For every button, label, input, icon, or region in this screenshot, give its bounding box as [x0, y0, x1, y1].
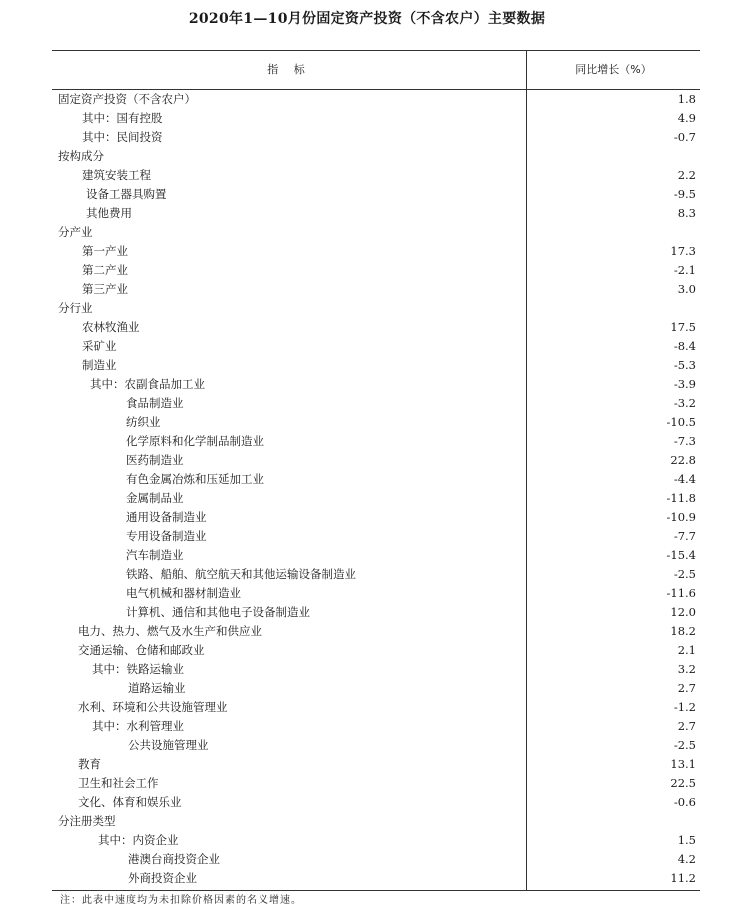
row-label: 农林牧渔业 — [82, 320, 140, 334]
row-value: 18.2 — [670, 624, 696, 638]
data-table — [52, 50, 700, 891]
row-value: -2.1 — [673, 263, 696, 277]
table-body — [52, 90, 700, 888]
table-row — [52, 280, 700, 299]
row-label: 设备工器具购置 — [86, 187, 167, 201]
table-row — [52, 299, 700, 318]
row-label: 第一产业 — [82, 244, 128, 258]
row-value: 17.5 — [670, 320, 696, 334]
table-row — [52, 546, 700, 565]
row-label: 电气机械和器材制造业 — [126, 586, 241, 600]
row-value: 4.9 — [677, 111, 696, 125]
table-row — [52, 413, 700, 432]
table-row — [52, 109, 700, 128]
table-row — [52, 261, 700, 280]
row-label: 采矿业 — [82, 339, 117, 353]
table-row — [52, 679, 700, 698]
table-row — [52, 242, 700, 261]
table-row — [52, 850, 700, 869]
row-value: -11.6 — [666, 586, 696, 600]
table-row — [52, 394, 700, 413]
table-row — [52, 755, 700, 774]
table-row — [52, 166, 700, 185]
table-row — [52, 337, 700, 356]
row-label: 其中：内资企业 — [98, 833, 179, 847]
row-label: 汽车制造业 — [126, 548, 184, 562]
table-row — [52, 660, 700, 679]
table-row — [52, 622, 700, 641]
row-label: 专用设备制造业 — [126, 529, 207, 543]
row-label: 第二产业 — [82, 263, 128, 277]
row-value: 1.5 — [677, 833, 696, 847]
table-row — [52, 90, 700, 109]
row-label: 分产业 — [58, 225, 93, 239]
row-label: 其中：铁路运输业 — [92, 662, 184, 676]
table-row — [52, 736, 700, 755]
row-value: -3.9 — [673, 377, 696, 391]
table-row — [52, 375, 700, 394]
table-row — [52, 698, 700, 717]
table-row — [52, 204, 700, 223]
row-value: -3.2 — [673, 396, 696, 410]
row-label: 制造业 — [82, 358, 117, 372]
row-value: -10.5 — [666, 415, 696, 429]
row-label: 按构成分 — [58, 149, 104, 163]
row-label: 化学原料和化学制品制造业 — [126, 434, 264, 448]
table-row — [52, 508, 700, 527]
row-label: 文化、体育和娱乐业 — [78, 795, 182, 809]
table-row — [52, 584, 700, 603]
row-value: 8.3 — [677, 206, 696, 220]
footnote: 注：此表中速度均为未扣除价格因素的名义增速。 — [60, 895, 302, 906]
row-value: -1.2 — [673, 700, 696, 714]
table-row — [52, 812, 700, 831]
table-row — [52, 147, 700, 166]
row-label: 建筑安装工程 — [82, 168, 151, 182]
row-label: 铁路、船舶、航空航天和其他运输设备制造业 — [126, 567, 356, 581]
row-label: 分行业 — [58, 301, 93, 315]
row-value: -0.6 — [673, 795, 696, 809]
row-label: 食品制造业 — [126, 396, 184, 410]
table-row — [52, 869, 700, 888]
table-row — [52, 451, 700, 470]
row-value: 3.0 — [677, 282, 696, 296]
row-label: 纺织业 — [126, 415, 161, 429]
table-row — [52, 565, 700, 584]
table-row — [52, 470, 700, 489]
row-label: 外商投资企业 — [128, 871, 197, 885]
row-label: 其中：国有控股 — [82, 111, 163, 125]
row-value: 2.2 — [677, 168, 696, 182]
row-label: 医药制造业 — [126, 453, 184, 467]
table-row — [52, 318, 700, 337]
row-value: -9.5 — [673, 187, 696, 201]
row-value: 2.1 — [677, 643, 696, 657]
indicator-header: 指 标 — [267, 63, 311, 76]
row-label: 分注册类型 — [58, 814, 116, 828]
row-value: -0.7 — [673, 130, 696, 144]
row-value: 17.3 — [670, 244, 696, 258]
row-label: 通用设备制造业 — [126, 510, 207, 524]
table-row — [52, 603, 700, 622]
page-title: 2020年1—10月份固定资产投资（不含农户）主要数据 — [188, 11, 546, 27]
table-row — [52, 356, 700, 375]
row-label: 其中：农副食品加工业 — [90, 377, 205, 391]
growth-header: 同比增长（%） — [575, 63, 652, 76]
row-value: 22.5 — [670, 776, 696, 790]
row-value: -8.4 — [673, 339, 696, 353]
table-row — [52, 774, 700, 793]
table-row — [52, 717, 700, 736]
row-label: 有色金属冶炼和压延加工业 — [126, 472, 264, 486]
table-header — [52, 51, 700, 90]
row-label: 其中：水利管理业 — [92, 719, 184, 733]
row-value: 4.2 — [677, 852, 696, 866]
row-value: -7.7 — [673, 529, 696, 543]
row-value: -2.5 — [673, 738, 696, 752]
row-label: 水利、环境和公共设施管理业 — [78, 700, 228, 714]
row-label: 计算机、通信和其他电子设备制造业 — [126, 605, 310, 619]
row-label: 交通运输、仓储和邮政业 — [78, 643, 205, 657]
row-label: 固定资产投资（不含农户） — [58, 92, 196, 106]
table-row — [52, 185, 700, 204]
row-label: 电力、热力、燃气及水生产和供应业 — [78, 624, 262, 638]
table-row — [52, 527, 700, 546]
table-row — [52, 223, 700, 242]
table-row — [52, 831, 700, 850]
row-value: -10.9 — [666, 510, 696, 524]
table-row — [52, 793, 700, 812]
row-value: -5.3 — [673, 358, 696, 372]
row-label: 教育 — [78, 757, 101, 771]
row-label: 卫生和社会工作 — [78, 776, 159, 790]
row-value: 13.1 — [670, 757, 696, 771]
row-label: 道路运输业 — [128, 681, 186, 695]
row-value: 11.2 — [670, 871, 696, 885]
row-label: 其他费用 — [86, 206, 132, 220]
row-label: 金属制品业 — [126, 491, 184, 505]
table-row — [52, 489, 700, 508]
table-row — [52, 128, 700, 147]
row-value: 22.8 — [670, 453, 696, 467]
row-value: -4.4 — [673, 472, 696, 486]
row-label: 第三产业 — [82, 282, 128, 296]
row-value: -11.8 — [666, 491, 696, 505]
row-value: 3.2 — [677, 662, 696, 676]
row-value: 12.0 — [670, 605, 696, 619]
row-value: -7.3 — [673, 434, 696, 448]
row-label: 公共设施管理业 — [128, 738, 209, 752]
row-value: -2.5 — [673, 567, 696, 581]
row-label: 港澳台商投资企业 — [128, 852, 220, 866]
table-row — [52, 641, 700, 660]
table-row — [52, 432, 700, 451]
row-value: 1.8 — [677, 92, 696, 106]
row-label: 其中：民间投资 — [82, 130, 163, 144]
row-value: 2.7 — [677, 719, 696, 733]
row-value: -15.4 — [666, 548, 696, 562]
row-value: 2.7 — [677, 681, 696, 695]
